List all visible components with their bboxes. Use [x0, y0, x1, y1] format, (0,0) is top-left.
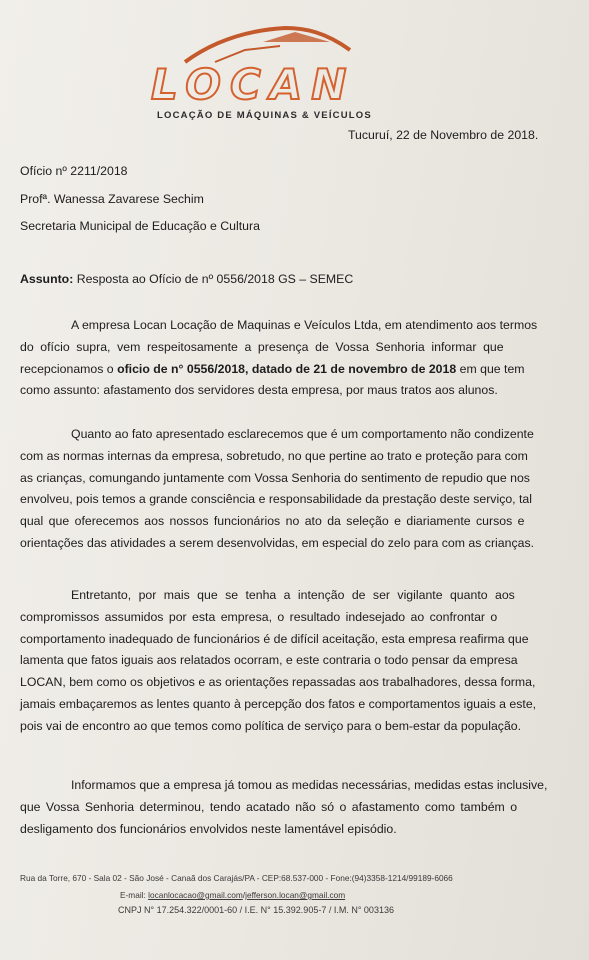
- paragraph-line: comportamento inadequado de funcionários é de difícil aceitação, esta empresa reafirma que: [20, 631, 529, 646]
- paragraph-line: Informamos que a empresa já tomou as medidas necessárias, medidas estas inclusive,: [71, 778, 548, 792]
- paragraph-4: [20, 775, 550, 840]
- email-link-1[interactable]: locanlocacao@gmail.com: [148, 890, 243, 900]
- paragraph-line: jamais embaçaremos as lentes quanto à percepção dos fatos e comportamentos iguais a este,: [20, 696, 537, 711]
- paragraph-line: como assunto: afastamento dos servidores desta empresa, por maus tratos aos alunos.: [20, 383, 498, 398]
- paragraph-line: do ofício supra, vem respeitosamente a presença de Vossa Senhoria informar que: [20, 339, 504, 354]
- paragraph-line: as crianças, comungando juntamente com Vossa Senhoria do sentimento de repudio que nos: [20, 470, 530, 485]
- email-separator: /: [242, 890, 246, 900]
- referenced-office: oficio de n° 0556/2018, datado de 21 de novembro de 2018: [117, 361, 457, 376]
- paragraph-line: Entretanto, por mais que se tenha a intenção de ser vigilante quanto aos: [71, 588, 515, 602]
- paragraph-line: A empresa Locan Locação de Maquinas e Veículos Ltda, em atendimento aos termos: [71, 318, 538, 332]
- paragraph-line: lamenta que fatos iguais aos relatados ocorram, e este contraria o todo pensar da empresa: [20, 653, 518, 668]
- subject-text: Resposta ao Ofício de nº 0556/2018 GS – SEMEC: [73, 272, 354, 286]
- date-line: Tucuruí, 22 de Novembro de 2018.: [348, 128, 539, 142]
- paragraph-line: desligamento dos funcionários envolvidos neste lamentável episódio.: [20, 821, 397, 836]
- paragraph-line: qual que oferecemos aos nossos funcionários no ato da seleção e diariamente cursos e: [20, 514, 525, 529]
- paragraph-2: [20, 424, 550, 555]
- paragraph-text: recepcionamos o: [20, 361, 118, 376]
- paragraph-line: LOCAN, bem como os objetivos e as orientações repassadas aos trabalhadores, dessa forma,: [20, 675, 536, 690]
- subject-label: Assunto:: [20, 272, 74, 286]
- paragraph-line: com as normas internas da empresa, sobretudo, no que pertine ao trato e proteção para com: [20, 448, 528, 463]
- subject-line: [20, 271, 353, 287]
- paragraph-line: orientações das atividades a serem desenvolvidas, em especial do zelo para com as crianças.: [20, 535, 535, 550]
- office-number: Ofício nº 2211/2018: [20, 164, 128, 178]
- paragraph-1: [20, 315, 548, 402]
- email-label: E-mail:: [120, 890, 149, 900]
- footer-address: Rua da Torre, 670 - Sala 02 - São José - Canaã dos Carajás/PA - CEP:68.537-000 - Fone:(94)3358-1214/99189-6066: [20, 873, 453, 883]
- footer-email: [120, 890, 589, 900]
- paragraph-line: [20, 359, 548, 381]
- paragraph-line: compromissos assumidos por esta empresa, o resultado indesejado ao confrontar o: [20, 609, 498, 624]
- paragraph-3: [20, 585, 550, 738]
- paragraph-line: pois vai de encontro ao que temos como política de serviço para o bem-estar da população.: [20, 718, 522, 733]
- paragraph-line: que Vossa Senhoria determinou, tendo acatado não só o afastamento como também o: [20, 799, 518, 814]
- paragraph-line: Quanto ao fato apresentado esclarecemos que é um comportamento não condizente: [71, 427, 534, 441]
- email-link-2[interactable]: jefferson.locan@gmail.com: [245, 890, 346, 900]
- company-logo: [145, 20, 415, 121]
- brand-wordmark: LOCAN: [151, 60, 356, 109]
- brand-tagline: LOCAÇÃO DE MÁQUINAS & VEÍCULOS: [157, 110, 372, 121]
- paragraph-line: envolveu, pois temos a grande consciência e responsabilidade da prestação deste serviço, tal: [20, 492, 532, 507]
- footer-registration: CNPJ N° 17.254.322/0001-60 / I.E. N° 15.392.905-7 / I.M. N° 003136: [118, 905, 394, 915]
- recipient-name: Profª. Wanessa Zavarese Sechim: [20, 192, 204, 206]
- paragraph-text: em que tem: [456, 361, 525, 376]
- recipient-department: Secretaria Municipal de Educação e Cultura: [20, 219, 260, 233]
